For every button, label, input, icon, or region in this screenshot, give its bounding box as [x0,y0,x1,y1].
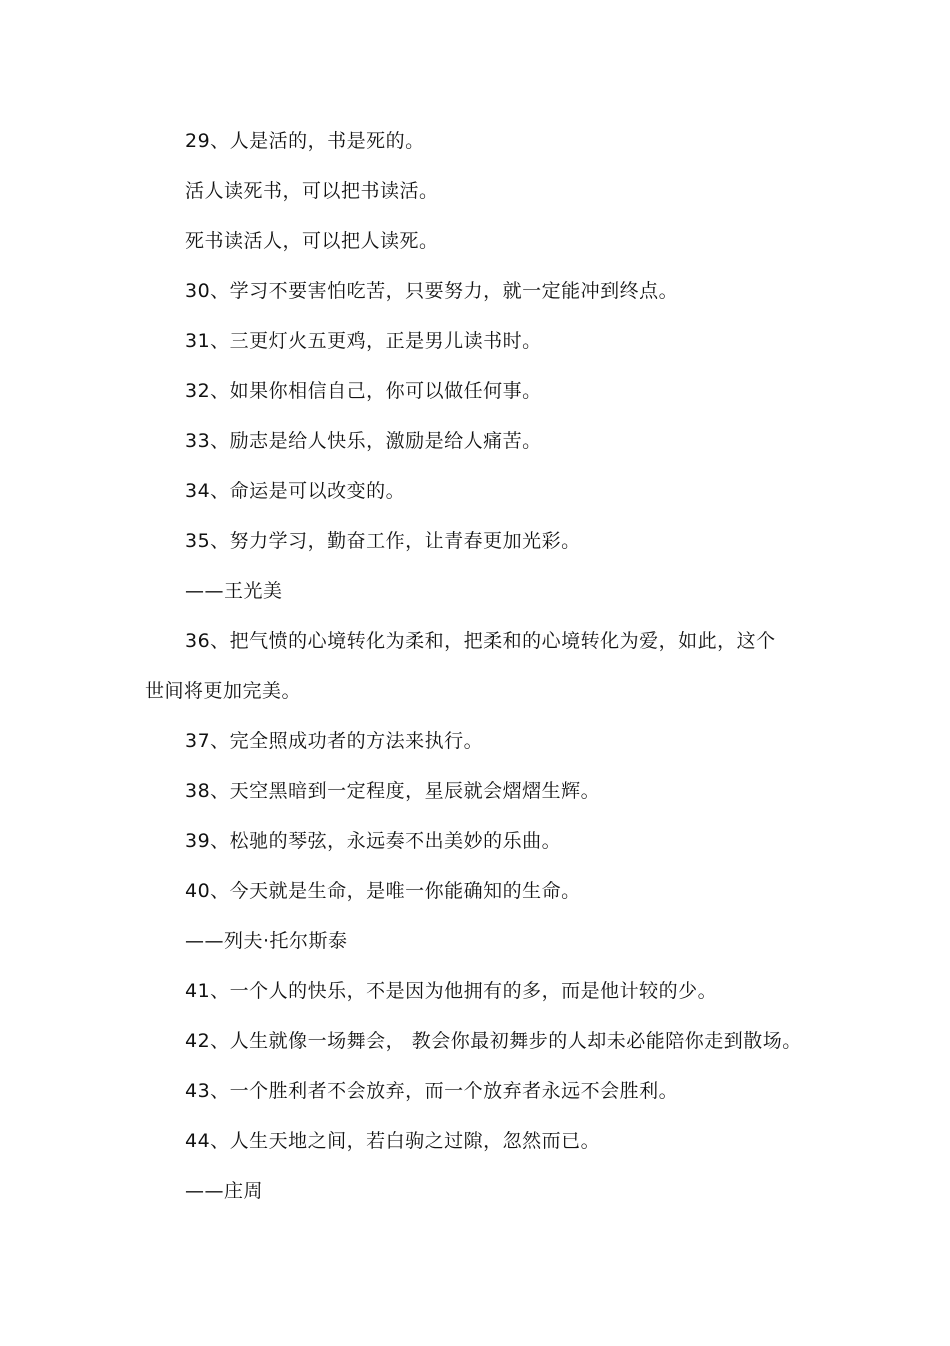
quote-29-line: 29、人是活的，书是死的。 [185,130,425,152]
quote-41: 41、一个人的快乐，不是因为他拥有的多，而是他计较的少。 [185,980,718,1002]
quote-31: 31、三更灯火五更鸡，正是男儿读书时。 [185,330,542,352]
quote-39: 39、松驰的琴弦，永远奏不出美妙的乐曲。 [185,830,562,852]
quote-42: 42、人生就像一场舞会， 教会你最初舞步的人却未必能陪你走到散场。 [185,1030,802,1052]
quote-33: 33、励志是给人快乐，激励是给人痛苦。 [185,430,542,452]
quote-36-continuation: 世间将更加完美。 [145,680,302,702]
quote-40: 40、今天就是生命，是唯一你能确知的生命。 [185,880,581,902]
quote-29-line-3: 死书读活人，可以把人读死。 [185,230,439,252]
quote-44: 44、人生天地之间，若白驹之过隙，忽然而已。 [185,1130,601,1152]
quote-44-attribution: ——庄周 [185,1180,264,1202]
quote-35-attribution: ——王光美 [185,580,283,602]
quote-40-attribution: ——列夫·托尔斯泰 [185,930,348,952]
quote-30: 30、学习不要害怕吃苦，只要努力，就一定能冲到终点。 [185,280,679,302]
quote-36: 36、把气愤的心境转化为柔和，把柔和的心境转化为爱，如此，这个 [185,630,776,652]
quote-38: 38、天空黑暗到一定程度，星辰就会熠熠生辉。 [185,780,601,802]
quote-43: 43、一个胜利者不会放弃，而一个放弃者永远不会胜利。 [185,1080,679,1102]
quote-29-line-2: 活人读死书，可以把书读活。 [185,180,439,202]
quote-34: 34、命运是可以改变的。 [185,480,406,502]
quote-32: 32、如果你相信自己，你可以做任何事。 [185,380,542,402]
quote-35: 35、努力学习，勤奋工作，让青春更加光彩。 [185,530,581,552]
quote-37: 37、完全照成功者的方法来执行。 [185,730,484,752]
